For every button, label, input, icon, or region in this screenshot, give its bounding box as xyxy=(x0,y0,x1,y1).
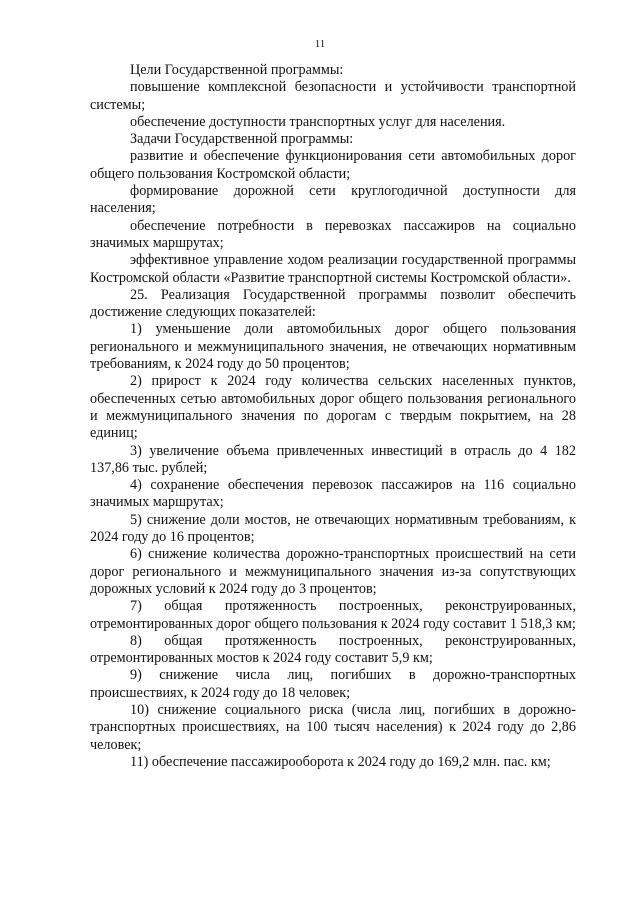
task-year-round-access: формирование дорожной сети круглогодичной доступности для населения; xyxy=(90,183,576,217)
task-program-management: эффективное управление ходом реализации государственной программы Костромской области «Развитие транспортной системы Костромской области». xyxy=(90,252,576,286)
indicator-7: 7) общая протяженность построенных, реконструированных, отремонтированных дорог общего пользования к 2024 году составит 1 518,3 км; xyxy=(90,598,576,632)
indicator-3: 3) увеличение объема привлеченных инвестиций в отрасль до 4 182 137,86 тыс. рублей; xyxy=(90,442,576,476)
indicator-10: 10) снижение социального риска (числа лиц, погибших в дорожно-транспортных происшествиях, на 100 тысяч населения) к 2024 году до 2,86 человек; xyxy=(90,701,576,753)
indicator-8: 8) общая протяженность построенных, реконструированных, отремонтированных мостов к 2024 году составит 5,9 км; xyxy=(90,632,576,667)
task-passenger-transport: обеспечение потребности в перевозках пассажиров на социально значимых маршрутах; xyxy=(90,217,576,251)
tasks-heading: Задачи Государственной программы: xyxy=(130,131,354,148)
indicator-2: 2) прирост к 2024 году количества сельских населенных пунктов, обеспеченных сетью автомобильных дорог общего пользования регионального и межмуниципального значения по дорогам с твердым покрытием, на 28 единиц; xyxy=(90,373,576,442)
indicator-4: 4) сохранение обеспечения перевозок пассажиров на 116 социально значимых маршрутах; xyxy=(90,477,576,511)
indicator-9: 9) снижение числа лиц, погибших в дорожно-транспортных происшествиях, к 2024 году до 18 человек; xyxy=(90,667,576,701)
indicator-1: 1) уменьшение доли автомобильных дорог общего пользования регионального и межмуниципального значения, не отвечающих нормативным требованиям, к 2024 году до 50 процентов; xyxy=(90,321,576,373)
page-number: 11 xyxy=(314,38,326,50)
goals-heading: Цели Государственной программы: xyxy=(130,62,344,78)
section-25-intro: 25. Реализация Государственной программы позволит обеспечить достижение следующих показателей: xyxy=(90,286,576,321)
task-road-network: развитие и обеспечение функционирования сети автомобильных дорог общего пользования Костромской области; xyxy=(90,148,576,182)
indicator-5: 5) снижение доли мостов, не отвечающих нормативным требованиям, к 2024 году до 16 процентов; xyxy=(90,511,576,546)
document-body xyxy=(90,62,576,771)
indicator-6: 6) снижение количества дорожно-транспортных происшествий на сети дорог регионального и межмуниципального значения из-за сопутствующих дорожных условий к 2024 году до 3 процентов; xyxy=(90,546,576,597)
goal-accessibility: обеспечение доступности транспортных услуг для населения. xyxy=(130,113,506,130)
goal-safety: повышение комплексной безопасности и устойчивости транспортной системы; xyxy=(90,79,576,113)
indicator-11: 11) обеспечение пассажирооборота к 2024 году до 169,2 млн. пас. км; xyxy=(130,753,551,770)
